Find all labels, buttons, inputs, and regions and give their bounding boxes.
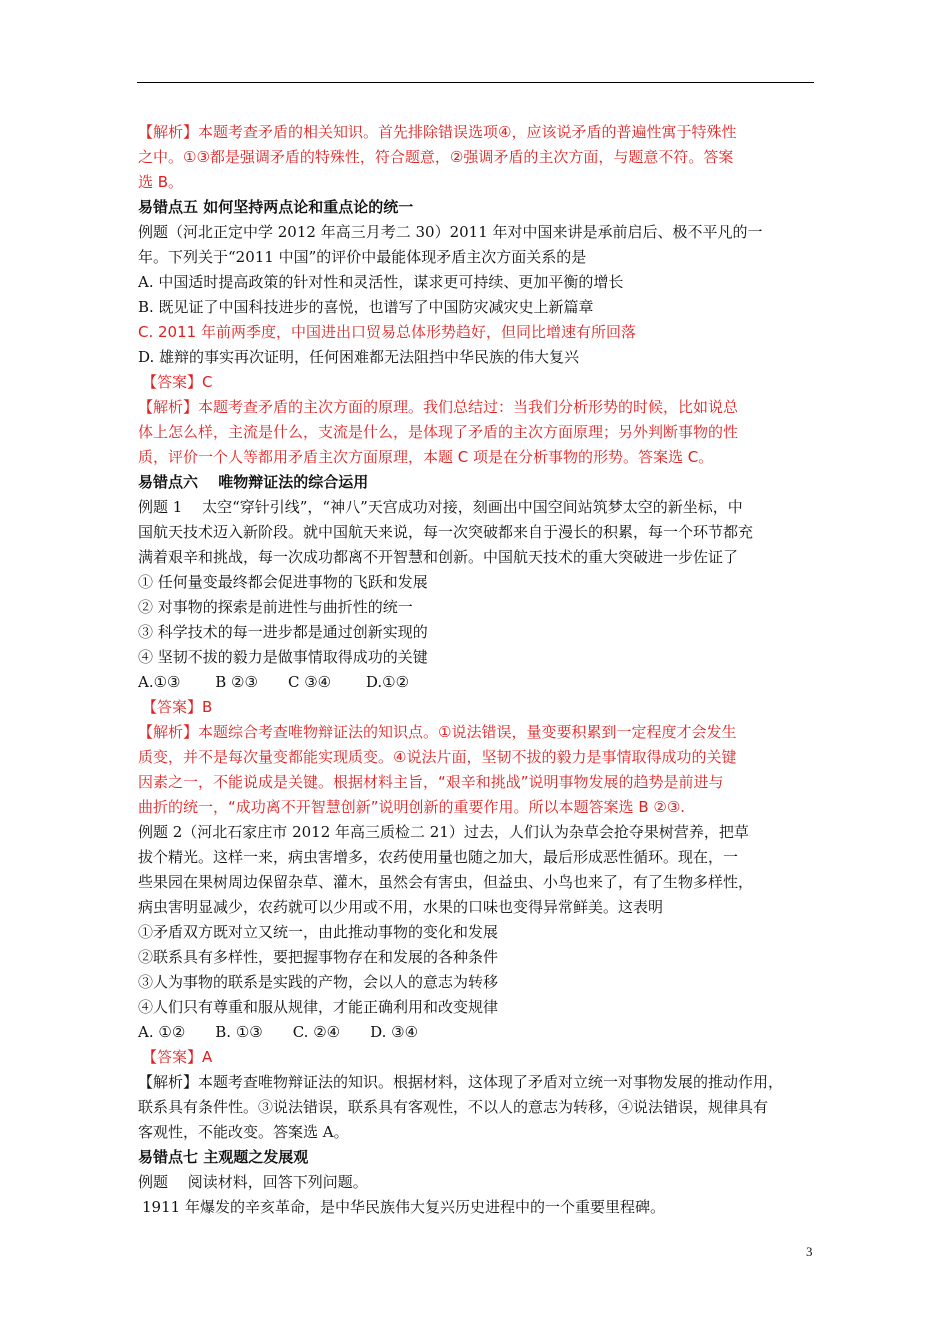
page-number: 3 <box>806 1244 813 1259</box>
text-line: 病虫害明显减少，农药就可以少用或不用，水果的口味也变得异常鲜美。这表明 <box>138 898 664 916</box>
text-line: 曲折的统一，“成功离不开智慧创新”说明创新的重要作用。所以本题答案选 B ②③. <box>138 798 686 816</box>
text-line: ② 对事物的探索是前进性与曲折性的统一 <box>138 598 413 616</box>
text-line: 【解析】本题考查矛盾的主次方面的原理。我们总结过：当我们分析形势的时候，比如说总 <box>138 398 739 416</box>
text-line: 体上怎么样，主流是什么，支流是什么，是体现了矛盾的主次方面原理；另外判断事物的性 <box>138 423 739 441</box>
header-rule <box>137 82 814 83</box>
text-line: A. 中国适时提高政策的针对性和灵活性，谋求更可持续、更加平衡的增长 <box>138 273 624 291</box>
text-line: ①矛盾双方既对立又统一，由此推动事物的变化和发展 <box>138 923 499 941</box>
text-line: 易错点七 主观题之发展观 <box>138 1148 309 1166</box>
text-line: ④ 坚韧不拔的毅力是做事情取得成功的关键 <box>138 648 428 666</box>
text-line: 【答案】B <box>142 698 213 716</box>
text-line: 国航天技术迈入新阶段。就中国航天来说，每一次突破都来自于漫长的积累，每一个环节都充 <box>138 523 754 541</box>
text-line: B. 既见证了中国科技进步的喜悦，也谱写了中国防灾减灾史上新篇章 <box>138 298 594 316</box>
text-line: 例题 阅读材料，回答下列问题。 <box>138 1173 368 1191</box>
text-line: 因素之一，不能说成是关键。根据材料主旨，“艰辛和挑战”说明事物发展的趋势是前进与 <box>138 773 724 791</box>
text-line: 质，评价一个人等都用矛盾主次方面原理，本题 C 项是在分析事物的形势。答案选 C。 <box>138 448 714 466</box>
text-line: ④人们只有尊重和服从规律，才能正确利用和改变规律 <box>138 998 499 1016</box>
text-line: 例题（河北正定中学 2012 年高三月考二 30）2011 年对中国来讲是承前启后、极不平凡的一 <box>138 223 763 241</box>
text-line: 拔个精光。这样一来，病虫害增多，农药使用量也随之加大，最后形成恶性循环。现在，一 <box>138 848 739 866</box>
text-line: ③ 科学技术的每一进步都是通过创新实现的 <box>138 623 428 641</box>
text-line: ③人为事物的联系是实践的产物，会以人的意志为转移 <box>138 973 499 991</box>
text-line: D. 雄辩的事实再次证明，任何困难都无法阻挡中华民族的伟大复兴 <box>138 348 580 366</box>
text-line: 1911 年爆发的辛亥革命，是中华民族伟大复兴历史进程中的一个重要里程碑。 <box>142 1198 665 1216</box>
text-line: 之中。①③都是强调矛盾的特殊性，符合题意，②强调矛盾的主次方面，与题意不符。答案 <box>138 148 734 166</box>
text-line: 例题 1 太空“穿针引线”，“神八”天宫成功对接，刻画出中国空间站筑梦太空的新坐标，中 <box>138 498 743 516</box>
text-line: 【解析】本题考查矛盾的相关知识。首先排除错误选项④，应该说矛盾的普遍性寓于特殊性 <box>138 123 737 141</box>
text-line: 联系具有条件性。③说法错误，联系具有客观性，不以人的意志为转移，④说法错误，规律具有 <box>138 1098 769 1116</box>
text-line: C. 2011 年前两季度，中国进出口贸易总体形势趋好，但同比增速有所回落 <box>138 323 636 341</box>
text-line: 【答案】C <box>142 373 213 391</box>
text-line: 易错点六 唯物辩证法的综合运用 <box>138 473 369 491</box>
text-line: ① 任何量变最终都会促进事物的飞跃和发展 <box>138 573 428 591</box>
text-line: 【解析】本题考查唯物辩证法的知识。根据材料，这体现了矛盾对立统一对事物发展的推动作用， <box>138 1073 784 1091</box>
text-line: 选 B。 <box>138 173 184 191</box>
text-line: 易错点五 如何坚持两点论和重点论的统一 <box>138 198 414 216</box>
text-line: ②联系具有多样性，要把握事物存在和发展的各种条件 <box>138 948 499 966</box>
text-line: 【解析】本题综合考查唯物辩证法的知识点。①说法错误，量变要积累到一定程度才会发生 <box>138 723 737 741</box>
text-line: A.①③ B ②③ C ③④ D.①② <box>138 673 410 691</box>
text-line: 例题 2（河北石家庄市 2012 年高三质检二 21）过去，人们认为杂草会抢夺果树营养，把草 <box>138 823 749 841</box>
text-line: 些果园在果树周边保留杂草、灌木，虽然会有害虫，但益虫、小鸟也来了，有了生物多样性， <box>138 873 754 891</box>
document-body <box>138 120 818 1220</box>
text-line: 质变，并不是每次量变都能实现质变。④说法片面，坚韧不拔的毅力是事情取得成功的关键 <box>138 748 737 766</box>
text-line: 满着艰辛和挑战，每一次成功都离不开智慧和创新。中国航天技术的重大突破进一步佐证了 <box>138 548 739 566</box>
text-line: A. ①② B. ①③ C. ②④ D. ③④ <box>138 1023 419 1041</box>
text-line: 【答案】A <box>142 1048 213 1066</box>
text-line: 年。下列关于“2011 中国”的评价中最能体现矛盾主次方面关系的是 <box>138 248 587 266</box>
text-line: 客观性，不能改变。答案选 A。 <box>138 1123 349 1141</box>
